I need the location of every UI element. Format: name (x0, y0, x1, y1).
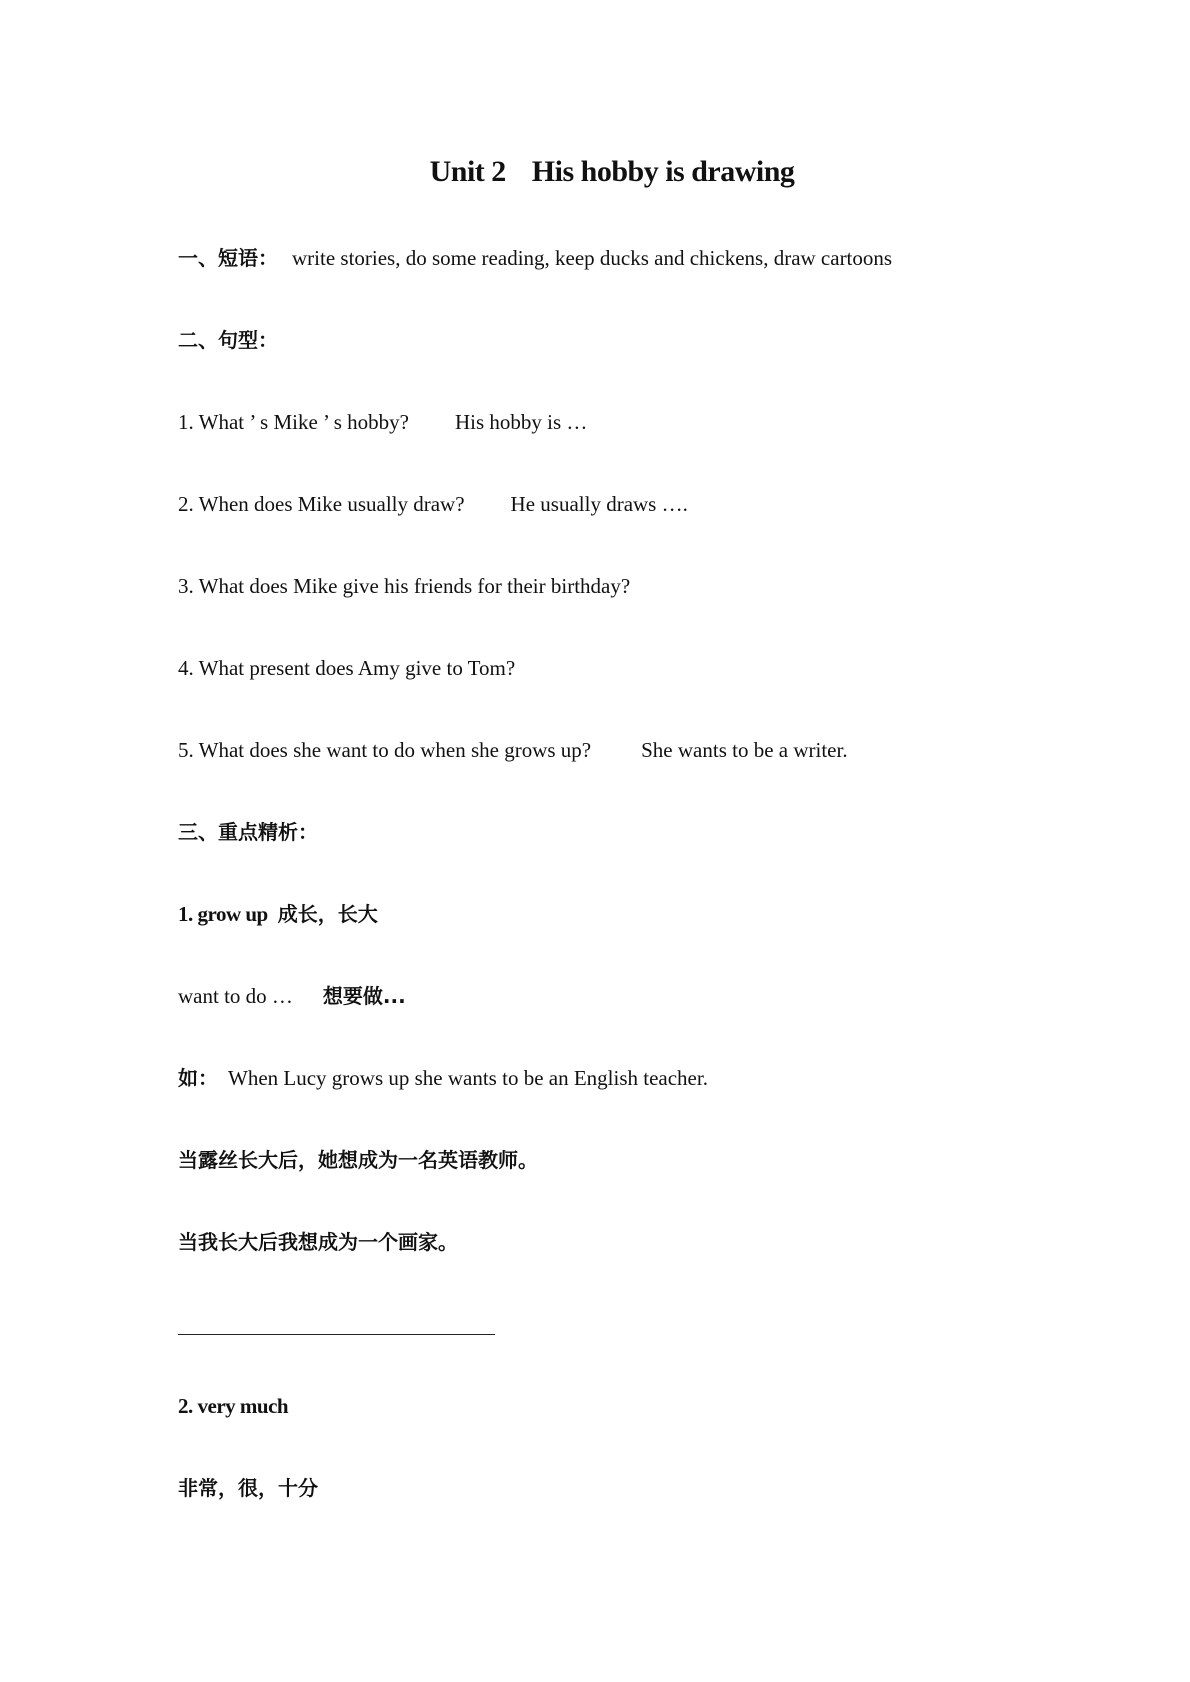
phrases-line (178, 243, 892, 273)
example-en: When Lucy grows up she wants to be an English teacher. (228, 1066, 708, 1090)
point1-exercise (178, 1227, 458, 1257)
point1-heading-zh: 成长，长大 (277, 902, 378, 926)
page-title (0, 155, 1190, 189)
point1-pattern-zh: 想要做... (322, 984, 406, 1008)
phrases-text: write stories, do some reading, keep ducks and chickens, draw cartoons (292, 246, 893, 270)
example-zh: 当露丝长大后，她想成为一名英语教师。 (178, 1148, 538, 1172)
point2-heading (178, 1391, 288, 1421)
sentence-question: 5. What does she want to do when she grows up? (178, 738, 592, 762)
sentence-answer: His hobby is … (454, 410, 588, 434)
sentence-item (178, 735, 848, 765)
answer-blank-line (178, 1334, 495, 1335)
exercise-zh: 当我长大后我想成为一个画家。 (178, 1230, 458, 1254)
point2-heading-en: 2. very much (178, 1394, 289, 1418)
point1-heading (178, 899, 378, 929)
key-points-label: 三、重点精析： (178, 820, 318, 844)
sentence-item (178, 653, 515, 683)
point1-pattern-en: want to do … (178, 984, 293, 1008)
sentence-question: 4. What present does Amy give to Tom? (178, 656, 516, 680)
point1-example (178, 1063, 708, 1093)
point2-meaning-zh: 非常，很，十分 (178, 1476, 318, 1500)
sentence-question: 3. What does Mike give his friends for their birthday? (178, 574, 631, 598)
sentences-label-line (178, 325, 278, 355)
title-unit: Unit 2 (429, 155, 506, 188)
phrases-label: 一、短语： (178, 246, 278, 270)
point1-example-translation (178, 1145, 538, 1175)
sentences-label: 二、句型： (178, 328, 278, 352)
sentence-answer: He usually draws …. (510, 492, 688, 516)
sentence-item (178, 489, 688, 519)
sentence-item (178, 571, 630, 601)
sentence-item (178, 407, 587, 437)
point1-heading-en: 1. grow up (178, 902, 268, 926)
sentence-question: 2. When does Mike usually draw? (178, 492, 465, 516)
key-points-label-line (178, 817, 318, 847)
title-name: His hobby is drawing (531, 155, 795, 188)
sentence-answer: She wants to be a writer. (641, 738, 848, 762)
point2-meaning (178, 1473, 318, 1503)
point1-pattern (178, 981, 406, 1011)
sentence-question: 1. What ’ s Mike ’ s hobby? (178, 410, 409, 434)
example-label: 如： (178, 1066, 218, 1090)
